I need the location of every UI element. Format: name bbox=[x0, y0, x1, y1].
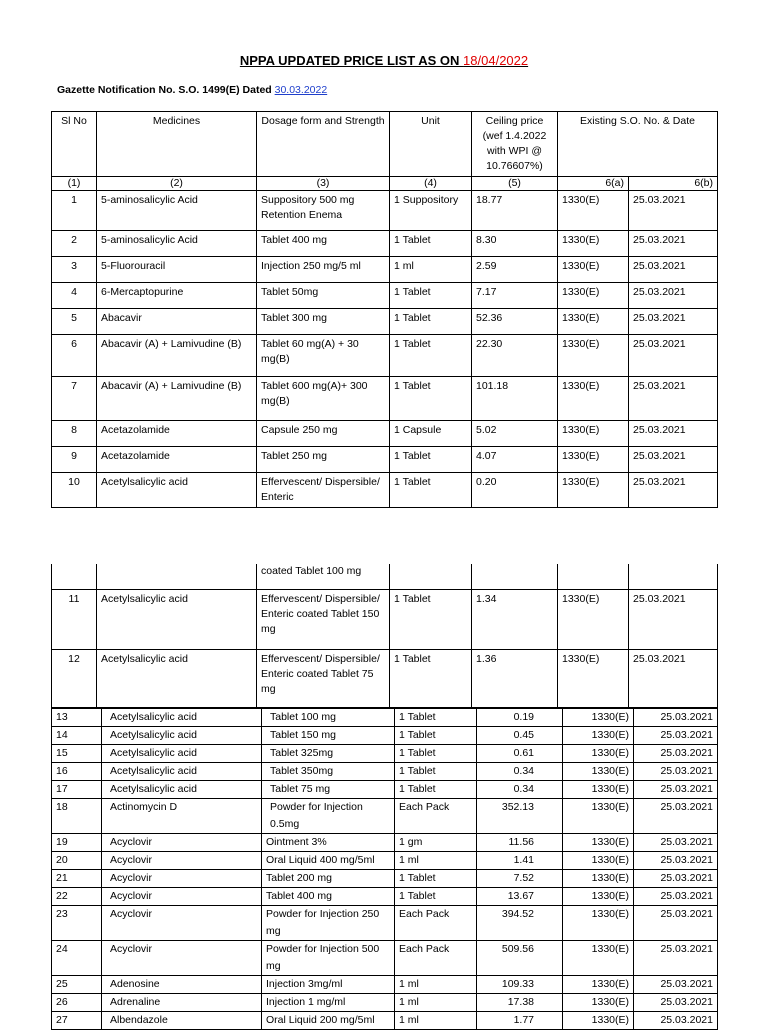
cell-medicine: Adenosine bbox=[102, 976, 262, 994]
cell-unit: Each Pack bbox=[395, 906, 477, 941]
cell-medicine: Abacavir (A) + Lamivudine (B) bbox=[97, 335, 257, 377]
cell-sl: 5 bbox=[52, 309, 97, 335]
cell-price: 0.34 bbox=[477, 763, 563, 781]
price-table-body bbox=[52, 564, 718, 707]
cell-date: 25.03.2021 bbox=[629, 257, 718, 283]
cell-dosage: Tablet 400 mg bbox=[257, 231, 390, 257]
cell-so: 1330(E) bbox=[558, 473, 629, 508]
cell-dosage: Tablet 600 mg(A)+ 300 mg(B) bbox=[257, 377, 390, 421]
table-row bbox=[52, 473, 718, 508]
cell-price: 17.38 bbox=[477, 994, 563, 1012]
table-row bbox=[52, 709, 718, 727]
cell-date: 25.03.2021 bbox=[629, 191, 718, 231]
cell-so: 1330(E) bbox=[558, 589, 629, 649]
cell-unit: 1 Tablet bbox=[390, 335, 472, 377]
gazette-date-link[interactable]: 30.03.2022 bbox=[274, 84, 328, 96]
table-row bbox=[52, 335, 718, 377]
title-text: NPPA UPDATED PRICE LIST AS ON bbox=[239, 53, 464, 68]
cell-sl: 4 bbox=[52, 283, 97, 309]
cell-so: 1330(E) bbox=[563, 709, 634, 727]
cell-sl: 2 bbox=[52, 231, 97, 257]
cell-so: 1330(E) bbox=[558, 447, 629, 473]
cell-dosage: Capsule 250 mg bbox=[257, 421, 390, 447]
cell-dosage: Suppository 500 mg Retention Enema bbox=[257, 191, 390, 231]
cell-unit: 1 Suppository bbox=[390, 191, 472, 231]
price-table-page-1 bbox=[51, 111, 718, 508]
cell-price: 13.67 bbox=[477, 888, 563, 906]
cell-medicine: Abacavir (A) + Lamivudine (B) bbox=[97, 377, 257, 421]
cell-medicine: 5-Fluorouracil bbox=[97, 257, 257, 283]
cell-unit: Each Pack bbox=[395, 799, 477, 834]
cell-price: 101.18 bbox=[472, 377, 558, 421]
cell-dosage: Oral Liquid 400 mg/5ml bbox=[262, 852, 395, 870]
cell-date: 25.03.2021 bbox=[634, 888, 718, 906]
header-row bbox=[52, 112, 718, 177]
cell-so: 1330(E) bbox=[563, 763, 634, 781]
cell-dosage: Ointment 3% bbox=[262, 834, 395, 852]
cell-dosage: Oral Liquid 200 mg/5ml bbox=[262, 1012, 395, 1030]
table-row bbox=[52, 649, 718, 707]
cell-sl: 24 bbox=[52, 941, 102, 976]
cell-so: 1330(E) bbox=[558, 335, 629, 377]
cell-price: 22.30 bbox=[472, 335, 558, 377]
cell-date: 25.03.2021 bbox=[634, 994, 718, 1012]
table-row bbox=[52, 309, 718, 335]
cell-so: 1330(E) bbox=[563, 834, 634, 852]
subheader-row bbox=[52, 177, 718, 191]
cell-dosage: Tablet 200 mg bbox=[262, 870, 395, 888]
cell-sl: 11 bbox=[52, 589, 97, 649]
cell-medicine: Abacavir bbox=[97, 309, 257, 335]
cell-medicine: 5-aminosalicylic Acid bbox=[97, 191, 257, 231]
table-row bbox=[52, 257, 718, 283]
cell-unit: 1 Tablet bbox=[395, 709, 477, 727]
cell-date: 25.03.2021 bbox=[634, 799, 718, 834]
cell-sl: 7 bbox=[52, 377, 97, 421]
cell-empty bbox=[629, 564, 718, 589]
cell-date: 25.03.2021 bbox=[634, 870, 718, 888]
cell-unit: 1 Tablet bbox=[390, 447, 472, 473]
cell-price: 18.77 bbox=[472, 191, 558, 231]
cell-dosage: Effervescent/ Dispersible/ Enteric coated Tablet 75 mg bbox=[257, 649, 390, 707]
cell-sl: 25 bbox=[52, 976, 102, 994]
cell-empty bbox=[472, 564, 558, 589]
cell-so: 1330(E) bbox=[563, 888, 634, 906]
cell-date: 25.03.2021 bbox=[634, 763, 718, 781]
continuation-row bbox=[52, 564, 718, 589]
cell-so: 1330(E) bbox=[558, 191, 629, 231]
table-row bbox=[52, 976, 718, 994]
cell-medicine: Acetylsalicylic acid bbox=[97, 589, 257, 649]
cell-sl: 19 bbox=[52, 834, 102, 852]
subheader-cell: 6(b) bbox=[629, 177, 718, 191]
table-row bbox=[52, 941, 718, 976]
table-row bbox=[52, 1012, 718, 1030]
cell-so: 1330(E) bbox=[558, 421, 629, 447]
cell-sl: 26 bbox=[52, 994, 102, 1012]
header-medicines: Medicines bbox=[97, 112, 257, 177]
cell-price: 0.61 bbox=[477, 745, 563, 763]
cell-so: 1330(E) bbox=[563, 870, 634, 888]
cell-so: 1330(E) bbox=[563, 852, 634, 870]
cell-unit: 1 ml bbox=[395, 1012, 477, 1030]
cell-date: 25.03.2021 bbox=[634, 727, 718, 745]
cell-date: 25.03.2021 bbox=[634, 976, 718, 994]
cell-date: 25.03.2021 bbox=[629, 473, 718, 508]
cell-medicine: Acetylsalicylic acid bbox=[102, 763, 262, 781]
cell-price: 7.52 bbox=[477, 870, 563, 888]
cell-so: 1330(E) bbox=[563, 745, 634, 763]
header-dosage: Dosage form and Strength bbox=[257, 112, 390, 177]
table-row bbox=[52, 763, 718, 781]
cell-sl: 12 bbox=[52, 649, 97, 707]
cell-dosage: Powder for Injection 250 mg bbox=[262, 906, 395, 941]
cell-dosage: Powder for Injection 500 mg bbox=[262, 941, 395, 976]
cell-so: 1330(E) bbox=[558, 257, 629, 283]
cell-price: 394.52 bbox=[477, 906, 563, 941]
cell-price: 2.59 bbox=[472, 257, 558, 283]
cell-so: 1330(E) bbox=[558, 309, 629, 335]
cell-price: 7.17 bbox=[472, 283, 558, 309]
cell-so: 1330(E) bbox=[563, 941, 634, 976]
cell-dosage: Injection 250 mg/5 ml bbox=[257, 257, 390, 283]
table-row bbox=[52, 231, 718, 257]
table-row bbox=[52, 870, 718, 888]
cell-medicine: Acyclovir bbox=[102, 888, 262, 906]
cell-price: 509.56 bbox=[477, 941, 563, 976]
cell-sl: 14 bbox=[52, 727, 102, 745]
cell-unit: 1 Tablet bbox=[395, 888, 477, 906]
cell-medicine: Albendazole bbox=[102, 1012, 262, 1030]
cell-dosage: Tablet 325mg bbox=[262, 745, 395, 763]
cell-date: 25.03.2021 bbox=[634, 852, 718, 870]
cell-dosage: Powder for Injection 0.5mg bbox=[262, 799, 395, 834]
cell-price: 8.30 bbox=[472, 231, 558, 257]
header-price: Ceiling price (wef 1.4.2022 with WPI @ 10.76607%) bbox=[472, 112, 558, 177]
price-table-page-2 bbox=[51, 564, 718, 708]
cell-unit: 1 Tablet bbox=[395, 727, 477, 745]
cell-sl: 9 bbox=[52, 447, 97, 473]
cell-so: 1330(E) bbox=[563, 781, 634, 799]
cell-price: 5.02 bbox=[472, 421, 558, 447]
table-row bbox=[52, 589, 718, 649]
cell-dosage: Tablet 300 mg bbox=[257, 309, 390, 335]
cell-sl: 16 bbox=[52, 763, 102, 781]
cell-medicine: Acetylsalicylic acid bbox=[102, 727, 262, 745]
subheader-cell: (3) bbox=[257, 177, 390, 191]
table-row bbox=[52, 781, 718, 799]
cell-so: 1330(E) bbox=[563, 906, 634, 941]
cell-dosage: Tablet 400 mg bbox=[262, 888, 395, 906]
header-sl: Sl No bbox=[52, 112, 97, 177]
cell-date: 25.03.2021 bbox=[634, 1012, 718, 1030]
table-row bbox=[52, 421, 718, 447]
cell-sl: 10 bbox=[52, 473, 97, 508]
cell-empty bbox=[390, 564, 472, 589]
cell-dosage: Tablet 100 mg bbox=[262, 709, 395, 727]
cell-so: 1330(E) bbox=[563, 994, 634, 1012]
cell-sl: 15 bbox=[52, 745, 102, 763]
cell-medicine: Acyclovir bbox=[102, 870, 262, 888]
cell-dosage: Tablet 50mg bbox=[257, 283, 390, 309]
cell-date: 25.03.2021 bbox=[629, 649, 718, 707]
table-row bbox=[52, 888, 718, 906]
cell-sl: 3 bbox=[52, 257, 97, 283]
cell-so: 1330(E) bbox=[563, 799, 634, 834]
subheader-cell: (2) bbox=[97, 177, 257, 191]
cell-medicine: Acetylsalicylic acid bbox=[97, 649, 257, 707]
cell-price: 11.56 bbox=[477, 834, 563, 852]
table-row bbox=[52, 906, 718, 941]
table-row bbox=[52, 377, 718, 421]
cell-date: 25.03.2021 bbox=[629, 309, 718, 335]
cell-price: 109.33 bbox=[477, 976, 563, 994]
cell-unit: Each Pack bbox=[395, 941, 477, 976]
cell-date: 25.03.2021 bbox=[629, 283, 718, 309]
table-row bbox=[52, 283, 718, 309]
cell-date: 25.03.2021 bbox=[629, 589, 718, 649]
cell-unit: 1 ml bbox=[395, 852, 477, 870]
cell-date: 25.03.2021 bbox=[629, 421, 718, 447]
cell-dosage: Tablet 350mg bbox=[262, 763, 395, 781]
cell-price: 0.20 bbox=[472, 473, 558, 508]
cell-sl: 8 bbox=[52, 421, 97, 447]
cell-sl: 23 bbox=[52, 906, 102, 941]
header-existing: Existing S.O. No. & Date bbox=[558, 112, 718, 177]
cell-so: 1330(E) bbox=[558, 377, 629, 421]
cell-so: 1330(E) bbox=[563, 727, 634, 745]
cell-unit: 1 Tablet bbox=[390, 649, 472, 707]
cell-medicine: Adrenaline bbox=[102, 994, 262, 1012]
cell-unit: 1 Capsule bbox=[390, 421, 472, 447]
cell-unit: 1 Tablet bbox=[390, 231, 472, 257]
cell-unit: 1 Tablet bbox=[390, 589, 472, 649]
cell-price: 352.13 bbox=[477, 799, 563, 834]
cell-price: 1.41 bbox=[477, 852, 563, 870]
cell-dosage-continuation: coated Tablet 100 mg bbox=[257, 564, 390, 589]
cell-unit: 1 Tablet bbox=[395, 763, 477, 781]
cell-medicine: Acetylsalicylic acid bbox=[102, 745, 262, 763]
cell-empty bbox=[52, 564, 97, 589]
table-row bbox=[52, 447, 718, 473]
cell-unit: 1 ml bbox=[395, 976, 477, 994]
cell-date: 25.03.2021 bbox=[629, 447, 718, 473]
cell-price: 1.36 bbox=[472, 649, 558, 707]
subheader-cell: (1) bbox=[52, 177, 97, 191]
cell-sl: 20 bbox=[52, 852, 102, 870]
cell-date: 25.03.2021 bbox=[634, 941, 718, 976]
price-table-page-2-compact bbox=[51, 708, 718, 1030]
gazette-notification bbox=[57, 84, 327, 96]
cell-medicine: Actinomycin D bbox=[102, 799, 262, 834]
subheader-cell: 6(a) bbox=[558, 177, 629, 191]
table-row bbox=[52, 191, 718, 231]
cell-medicine: Acyclovir bbox=[102, 906, 262, 941]
cell-so: 1330(E) bbox=[563, 1012, 634, 1030]
cell-dosage: Injection 1 mg/ml bbox=[262, 994, 395, 1012]
cell-unit: 1 Tablet bbox=[390, 309, 472, 335]
cell-dosage: Tablet 60 mg(A) + 30 mg(B) bbox=[257, 335, 390, 377]
cell-dosage: Tablet 150 mg bbox=[262, 727, 395, 745]
cell-sl: 22 bbox=[52, 888, 102, 906]
cell-unit: 1 ml bbox=[395, 994, 477, 1012]
cell-medicine: Acetylsalicylic acid bbox=[102, 781, 262, 799]
cell-unit: 1 gm bbox=[395, 834, 477, 852]
cell-date: 25.03.2021 bbox=[629, 377, 718, 421]
cell-price: 0.19 bbox=[477, 709, 563, 727]
cell-so: 1330(E) bbox=[558, 231, 629, 257]
table-row bbox=[52, 994, 718, 1012]
cell-date: 25.03.2021 bbox=[634, 745, 718, 763]
cell-sl: 1 bbox=[52, 191, 97, 231]
cell-medicine: Acetylsalicylic acid bbox=[97, 473, 257, 508]
cell-price: 1.34 bbox=[472, 589, 558, 649]
table-row bbox=[52, 852, 718, 870]
subheader-cell: (4) bbox=[390, 177, 472, 191]
cell-date: 25.03.2021 bbox=[634, 834, 718, 852]
cell-sl: 17 bbox=[52, 781, 102, 799]
title-date: 18/04/2022 bbox=[463, 53, 529, 68]
cell-dosage: Effervescent/ Dispersible/ Enteric bbox=[257, 473, 390, 508]
cell-so: 1330(E) bbox=[563, 976, 634, 994]
cell-medicine: Acetylsalicylic acid bbox=[102, 709, 262, 727]
header-unit: Unit bbox=[390, 112, 472, 177]
table-row bbox=[52, 727, 718, 745]
cell-unit: 1 Tablet bbox=[395, 745, 477, 763]
cell-sl: 27 bbox=[52, 1012, 102, 1030]
cell-medicine: Acyclovir bbox=[102, 834, 262, 852]
cell-unit: 1 Tablet bbox=[390, 377, 472, 421]
cell-medicine: Acetazolamide bbox=[97, 447, 257, 473]
subheader-cell: (5) bbox=[472, 177, 558, 191]
cell-date: 25.03.2021 bbox=[629, 335, 718, 377]
cell-unit: 1 ml bbox=[390, 257, 472, 283]
cell-date: 25.03.2021 bbox=[634, 781, 718, 799]
cell-medicine: Acyclovir bbox=[102, 941, 262, 976]
cell-unit: 1 Tablet bbox=[390, 283, 472, 309]
cell-empty bbox=[97, 564, 257, 589]
gazette-text: Gazette Notification No. S.O. 1499(E) Dated bbox=[57, 84, 275, 96]
table-row bbox=[52, 745, 718, 763]
cell-price: 0.45 bbox=[477, 727, 563, 745]
cell-empty bbox=[558, 564, 629, 589]
cell-date: 25.03.2021 bbox=[629, 231, 718, 257]
cell-sl: 21 bbox=[52, 870, 102, 888]
price-table-body bbox=[52, 709, 718, 1030]
cell-price: 52.36 bbox=[472, 309, 558, 335]
cell-unit: 1 Tablet bbox=[395, 870, 477, 888]
cell-date: 25.03.2021 bbox=[634, 906, 718, 941]
cell-sl: 6 bbox=[52, 335, 97, 377]
table-row bbox=[52, 834, 718, 852]
cell-sl: 13 bbox=[52, 709, 102, 727]
cell-medicine: 5-aminosalicylic Acid bbox=[97, 231, 257, 257]
cell-dosage: Tablet 75 mg bbox=[262, 781, 395, 799]
cell-medicine: Acyclovir bbox=[102, 852, 262, 870]
cell-date: 25.03.2021 bbox=[634, 709, 718, 727]
cell-sl: 18 bbox=[52, 799, 102, 834]
document-title bbox=[0, 53, 768, 68]
cell-price: 1.77 bbox=[477, 1012, 563, 1030]
cell-so: 1330(E) bbox=[558, 649, 629, 707]
cell-medicine: 6-Mercaptopurine bbox=[97, 283, 257, 309]
cell-dosage: Injection 3mg/ml bbox=[262, 976, 395, 994]
cell-so: 1330(E) bbox=[558, 283, 629, 309]
cell-medicine: Acetazolamide bbox=[97, 421, 257, 447]
cell-price: 0.34 bbox=[477, 781, 563, 799]
table-row bbox=[52, 799, 718, 834]
cell-dosage: Tablet 250 mg bbox=[257, 447, 390, 473]
cell-unit: 1 Tablet bbox=[395, 781, 477, 799]
price-table-body bbox=[52, 112, 718, 508]
cell-dosage: Effervescent/ Dispersible/ Enteric coated Tablet 150 mg bbox=[257, 589, 390, 649]
cell-price: 4.07 bbox=[472, 447, 558, 473]
cell-unit: 1 Tablet bbox=[390, 473, 472, 508]
